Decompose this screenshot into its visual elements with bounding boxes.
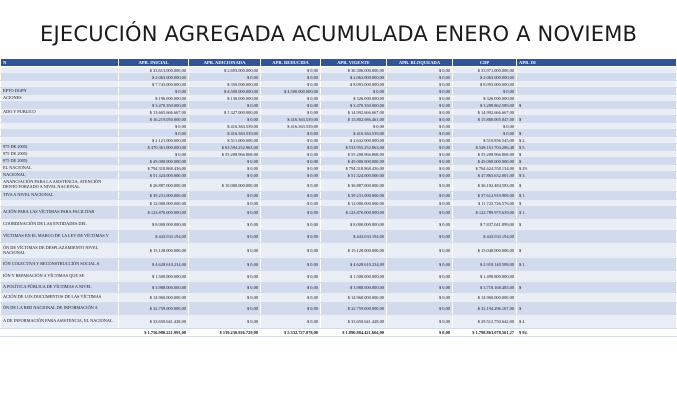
cell-apr-adicionada: $ 416.363.539,00 (189, 123, 261, 130)
cell-apr-adicionada: $ 0,00 (189, 243, 261, 259)
cell-apr-vigente: $ 3.470.350.000,00 (321, 102, 387, 109)
cell-apr-inicial: $ 3.988.000.000,00 (119, 283, 189, 293)
total-apr-adicionada: $ 139.236.926.729,00 (189, 329, 261, 337)
table-header-row (1, 59, 677, 67)
cell-apr-reducida: $ 0,00 (261, 165, 321, 172)
cell-apr-reducida: $ 0,00 (261, 144, 321, 151)
cell-apr-vigente: $ 326.000.000,00 (321, 95, 387, 102)
row-concept: 975 DE 2005) (1, 144, 119, 151)
cell-apr-reducida: $ 0,00 (261, 102, 321, 109)
cell-apr-reducida: $ 0,00 (261, 243, 321, 259)
cell-apr-adicionada: $ 350.000.000,00 (189, 81, 261, 88)
cell-apr-inicial: $ 0,00 (119, 151, 189, 158)
cell-apr-disponible: $ (517, 151, 677, 158)
table-row (1, 130, 677, 137)
cell-apr-vigente: $ 443.033.194,00 (321, 231, 387, 243)
cell-apr-bloqueada: $ 0,00 (387, 192, 453, 200)
cell-apr-bloqueada: $ 0,00 (387, 179, 453, 192)
cell-apr-bloqueada: $ 0,00 (387, 165, 453, 172)
cell-apr-disponible: $ (517, 102, 677, 109)
cell-apr-inicial: $ 32.759.000.000,00 (119, 303, 189, 315)
cell-cdp: $ 29.512.750.642,00 (453, 315, 517, 329)
cell-apr-adicionada: $ 0,00 (189, 259, 261, 271)
cell-apr-inicial: $ 33.613.000.000,00 (119, 67, 189, 74)
cell-apr-adicionada: $ 10.000.000.000,00 (189, 179, 261, 192)
cell-apr-bloqueada: $ 0,00 (387, 123, 453, 130)
row-concept: ACIÓN DE LOS DOCUMENTOS DE LAS VÍCTIMAS (1, 293, 119, 303)
table-row (1, 172, 677, 179)
cell-apr-reducida: $ 416.363.539,00 (261, 116, 321, 123)
cell-apr-reducida: $ 0,00 (261, 283, 321, 293)
cell-cdp: $ 47.863.632.001,00 (453, 172, 517, 179)
cell-apr-inicial: $ 51.324.000.000,00 (119, 172, 189, 179)
cell-apr-bloqueada: $ 0,00 (387, 303, 453, 315)
cell-apr-reducida: $ 0,00 (261, 207, 321, 219)
cell-apr-disponible: $ 3. (517, 172, 677, 179)
cell-apr-vigente: $ 33.650.641.428,00 (321, 315, 387, 329)
header-apr-bloqueada: APR. BLOQUEADA (387, 59, 453, 67)
row-concept (1, 200, 119, 207)
total-cdp: $ 1.798.863.078.561,27 (453, 329, 517, 337)
cell-apr-vigente: $ 533.955.252.863,00 (321, 144, 387, 151)
cell-apr-inicial: $ 16.219.050.000,00 (119, 116, 189, 123)
table-row (1, 200, 677, 207)
cell-cdp: $ 15.048.000.000,00 (453, 243, 517, 259)
cell-cdp: $ 14.960.000.000,00 (453, 293, 517, 303)
cell-apr-bloqueada: $ 0,00 (387, 231, 453, 243)
cell-apr-disponible: $ (517, 130, 677, 137)
cell-apr-adicionada: $ 0,00 (189, 271, 261, 283)
row-concept: ÓN DE VÍCTIMAS DE DESPLAZAMIENTO NIVEL NACIONAL (1, 243, 119, 259)
cell-apr-bloqueada: $ 0,00 (387, 130, 453, 137)
cell-apr-disponible (517, 293, 677, 303)
cell-apr-inicial: $ 14.960.000.000,00 (119, 293, 189, 303)
cell-cdp: $ 528.161.704.286,48 (453, 144, 517, 151)
table-row (1, 207, 677, 219)
cell-apr-vigente: $ 51.324.000.000,00 (321, 172, 387, 179)
cell-apr-disponible: $ 1. (517, 207, 677, 219)
cell-apr-inicial: $ 39.231.000.000,00 (119, 192, 189, 200)
cell-apr-bloqueada: $ 0,00 (387, 243, 453, 259)
table-row (1, 116, 677, 123)
cell-apr-disponible: $ (517, 179, 677, 192)
cell-apr-adicionada: $ 0,00 (189, 116, 261, 123)
cell-apr-bloqueada: $ 0,00 (387, 158, 453, 165)
table-row (1, 144, 677, 151)
cell-apr-adicionada: $ 2.693.000.000,00 (189, 67, 261, 74)
execution-table (0, 58, 677, 337)
row-concept: IÓN COLECTIVA Y RECONSTRUCCIÓN SOCIAL A (1, 259, 119, 271)
cell-apr-reducida: $ 0,00 (261, 158, 321, 165)
cell-apr-vigente: $ 12.000.000.000,00 (321, 200, 387, 207)
row-concept: VÍCTIMAS EN EL MARCO DE LA LEY DE VÍCTIMAS Y (1, 231, 119, 243)
cell-cdp: $ 33.971.000.000,00 (453, 67, 517, 74)
cell-apr-reducida: $ 0,00 (261, 151, 321, 158)
spreadsheet-table-area (0, 58, 560, 420)
cell-apr-inicial: $ 1.500.000.000,00 (119, 271, 189, 283)
cell-apr-inicial: $ 7.743.000.000,00 (119, 81, 189, 88)
table-row (1, 293, 677, 303)
header-apr-disponible: APR. DI (517, 59, 677, 67)
cell-apr-bloqueada: $ 0,00 (387, 293, 453, 303)
row-concept: 975 DE 2005) (1, 158, 119, 165)
row-concept: ACIÓN PARA LAS VÍCTIMAS PARA FACILITAR (1, 207, 119, 219)
cell-cdp: $ 55.208.966.868,00 (453, 151, 517, 158)
cell-cdp: $ 443.033.194,00 (453, 231, 517, 243)
table-row (1, 192, 677, 200)
cell-cdp: $ 0,00 (453, 88, 517, 95)
row-concept (1, 137, 119, 144)
cell-cdp: $ 11.725.726.576,00 (453, 200, 517, 207)
cell-apr-inicial: $ 8.000.000.000,00 (119, 219, 189, 231)
cell-apr-adicionada: $ 1.327.000.000,00 (189, 109, 261, 116)
table-row (1, 243, 677, 259)
cell-apr-vigente: $ 0,00 (321, 88, 387, 95)
total-apr-inicial: $ 1.756.980.221.993,00 (119, 329, 189, 337)
cell-apr-adicionada: $ 0,00 (189, 192, 261, 200)
cell-apr-bloqueada: $ 0,00 (387, 151, 453, 158)
table-row (1, 179, 677, 192)
cell-apr-reducida: $ 0,00 (261, 95, 321, 102)
cell-apr-reducida: $ 0,00 (261, 109, 321, 116)
cell-apr-vigente: $ 36.887.000.000,00 (321, 179, 387, 192)
cell-apr-disponible: $ 2. (517, 137, 677, 144)
cell-apr-bloqueada: $ 0,00 (387, 315, 453, 329)
cell-cdp: $ 0,00 (453, 130, 517, 137)
cell-cdp: $ 8.093.000.000,00 (453, 81, 517, 88)
cell-apr-adicionada: $ 0,00 (189, 102, 261, 109)
cell-cdp: $ 1.498.800.000,00 (453, 271, 517, 283)
cell-apr-bloqueada: $ 0,00 (387, 219, 453, 231)
cell-apr-disponible: $ (517, 303, 677, 315)
row-concept: A POLÍTICA PÚBLICA DE VÍCTIMAS A NIVEL (1, 283, 119, 293)
cell-apr-bloqueada: $ 0,00 (387, 116, 453, 123)
cell-apr-bloqueada: $ 0,00 (387, 283, 453, 293)
row-concept (1, 116, 119, 123)
cell-apr-disponible (517, 95, 677, 102)
cell-apr-vigente: $ 8.000.000.000,00 (321, 219, 387, 231)
cell-apr-vigente: $ 4.628.610.234,00 (321, 259, 387, 271)
cell-apr-adicionada: $ 0,00 (189, 315, 261, 329)
cell-apr-bloqueada: $ 0,00 (387, 109, 453, 116)
header-concept: N (1, 59, 119, 67)
cell-apr-disponible: $ (517, 283, 677, 293)
row-concept: A DE INFORMACIÓN PARA ASISTENCIA, EL NACIONAL (1, 315, 119, 329)
cell-apr-adicionada: $ 4.500.000.000,00 (189, 88, 261, 95)
cell-apr-vigente: $ 45.000.000.000,00 (321, 158, 387, 165)
cell-apr-adicionada: $ 0,00 (189, 293, 261, 303)
cell-apr-disponible: $ (517, 158, 677, 165)
cell-apr-vigente: $ 55.208.966.868,00 (321, 151, 387, 158)
cell-apr-inicial: $ 2.063.000.000,00 (119, 74, 189, 81)
cell-apr-inicial: $ 123.870.000.000,00 (119, 207, 189, 219)
row-concept (1, 130, 119, 137)
table-row (1, 259, 677, 271)
cell-apr-reducida: $ 0,00 (261, 293, 321, 303)
table-row (1, 165, 677, 172)
table-row (1, 283, 677, 293)
table-row (1, 137, 677, 144)
row-concept: IÓN Y REPARACIÓN A VÍCTIMAS QUE SE (1, 271, 119, 283)
total-apr-bloqueada: $ 0,00 (387, 329, 453, 337)
cell-apr-inicial: $ 12.000.000.000,00 (119, 200, 189, 207)
cell-apr-reducida: $ 0,00 (261, 179, 321, 192)
cell-apr-reducida: $ 0,00 (261, 192, 321, 200)
cell-apr-inicial: $ 0,00 (119, 88, 189, 95)
cell-apr-adicionada: $ 0,00 (189, 207, 261, 219)
cell-apr-inicial: $ 470.361.000.000,00 (119, 144, 189, 151)
cell-apr-inicial: $ 26.887.000.000,00 (119, 179, 189, 192)
cell-apr-adicionada: $ 511.000.000,00 (189, 137, 261, 144)
cell-apr-vigente: $ 36.306.000.000,00 (321, 67, 387, 74)
cell-cdp: $ 0,00 (453, 123, 517, 130)
cell-apr-reducida: $ 0,00 (261, 219, 321, 231)
row-concept: NACIONAL (1, 172, 119, 179)
cell-apr-reducida: $ 416.363.539,00 (261, 123, 321, 130)
header-apr-reducida: APR. REDUCIDA (261, 59, 321, 67)
cell-apr-vigente: $ 14.992.666.667,00 (321, 109, 387, 116)
cell-cdp: $ 36.102.484.583,00 (453, 179, 517, 192)
cell-apr-vigente: $ 8.093.000.000,00 (321, 81, 387, 88)
cell-apr-reducida: $ 0,00 (261, 74, 321, 81)
table-row (1, 158, 677, 165)
cell-apr-disponible: $ 29. (517, 165, 677, 172)
cell-cdp: $ 764.624.558.134,00 (453, 165, 517, 172)
header-apr-adicionada: APR. ADICIONADA (189, 59, 261, 67)
table-row (1, 67, 677, 74)
table-row (1, 231, 677, 243)
cell-apr-disponible: $ (517, 219, 677, 231)
cell-apr-inicial: $ 13.665.666.667,00 (119, 109, 189, 116)
cell-apr-disponible (517, 74, 677, 81)
cell-apr-disponible (517, 81, 677, 88)
cell-apr-reducida: $ 0,00 (261, 67, 321, 74)
cell-apr-reducida: $ 0,00 (261, 231, 321, 243)
cell-apr-inicial: $ 0,00 (119, 130, 189, 137)
report-title: EJECUCIÓN AGREGADA ACUMULADA ENERO A NOVIEMB (40, 22, 638, 46)
row-concept: ACIONES (1, 95, 119, 102)
header-apr-inicial: APR. INICIAL (119, 59, 189, 67)
cell-apr-adicionada: $ 0,00 (189, 172, 261, 179)
total-apr-disponible: $ 92. (517, 329, 677, 337)
cell-cdp: $ 14.992.666.667,00 (453, 109, 517, 116)
row-concept: ANANCIACIÓN PARA LA ASISTENCIA, ATENCIÓN DENTO FORZADO A NIVEL NACIONAL (1, 179, 119, 192)
row-concept (1, 123, 119, 130)
cell-apr-vigente: $ 39.231.000.000,00 (321, 192, 387, 200)
cell-apr-disponible: $ (517, 116, 677, 123)
cell-cdp: $ 122.789.975.639,00 (453, 207, 517, 219)
cell-apr-bloqueada: $ 0,00 (387, 137, 453, 144)
row-concept (1, 74, 119, 81)
cell-apr-disponible: $ 5. (517, 144, 677, 151)
cell-apr-reducida: $ 0,00 (261, 303, 321, 315)
cell-apr-inicial: $ 45.000.000.000,00 (119, 158, 189, 165)
cell-apr-disponible: $ 4. (517, 315, 677, 329)
row-concept: 975 DE 2005) (1, 151, 119, 158)
row-concept (1, 67, 119, 74)
cell-apr-bloqueada: $ 0,00 (387, 259, 453, 271)
table-row (1, 74, 677, 81)
cell-apr-disponible: $ 1. (517, 192, 677, 200)
cell-apr-bloqueada: $ 0,00 (387, 172, 453, 179)
cell-cdp: $ 2.063.000.000,00 (453, 74, 517, 81)
table-row (1, 315, 677, 329)
cell-apr-reducida: $ 0,00 (261, 130, 321, 137)
table-row (1, 88, 677, 95)
cell-apr-bloqueada: $ 0,00 (387, 67, 453, 74)
table-row (1, 303, 677, 315)
cell-apr-inicial: $ 15.128.000.000,00 (119, 243, 189, 259)
table-row (1, 151, 677, 158)
cell-cdp: $ 2.918.140.588,00 (453, 259, 517, 271)
cell-apr-vigente: $ 2.632.000.000,00 (321, 137, 387, 144)
cell-apr-vigente: $ 15.802.686.461,00 (321, 116, 387, 123)
table-row (1, 81, 677, 88)
cell-apr-vigente: $ 794.318.868.436,00 (321, 165, 387, 172)
cell-cdp: $ 3.289.862.589,00 (453, 102, 517, 109)
cell-apr-disponible (517, 109, 677, 116)
total-row (1, 329, 677, 337)
cell-apr-bloqueada: $ 0,00 (387, 271, 453, 283)
cell-apr-vigente: $ 0,00 (321, 123, 387, 130)
cell-cdp: $ 45.000.000.000,00 (453, 158, 517, 165)
cell-apr-reducida: $ 0,00 (261, 81, 321, 88)
cell-apr-bloqueada: $ 0,00 (387, 144, 453, 151)
cell-apr-inicial: $ 794.318.868.436,00 (119, 165, 189, 172)
row-concept: TIVA A NIVEL NACIONAL (1, 192, 119, 200)
cell-apr-adicionada: $ 0,00 (189, 74, 261, 81)
cell-apr-inicial: $ 2.121.000.000,00 (119, 137, 189, 144)
table-row (1, 271, 677, 283)
cell-apr-disponible (517, 271, 677, 283)
cell-apr-vigente: $ 123.870.000.000,00 (321, 207, 387, 219)
cell-apr-vigente: $ 32.759.000.000,00 (321, 303, 387, 315)
cell-apr-adicionada: $ 0,00 (189, 219, 261, 231)
cell-apr-adicionada: $ 0,00 (189, 231, 261, 243)
cell-apr-adicionada: $ 0,00 (189, 303, 261, 315)
cell-apr-bloqueada: $ 0,00 (387, 88, 453, 95)
row-concept: ÓN DE LA RED NACIONAL DE INFORMACIÓN A (1, 303, 119, 315)
table-row (1, 109, 677, 116)
table-row (1, 102, 677, 109)
total-apr-vigente: $ 1.890.884.421.604,00 (321, 329, 387, 337)
cell-apr-disponible: $ (517, 200, 677, 207)
cell-apr-inicial: $ 443.033.194,00 (119, 231, 189, 243)
cell-apr-reducida: $ 4.500.000.000,00 (261, 88, 321, 95)
cell-apr-adicionada: $ 0,00 (189, 200, 261, 207)
cell-apr-disponible (517, 123, 677, 130)
cell-apr-inicial: $ 4.628.610.234,00 (119, 259, 189, 271)
cell-apr-reducida: $ 0,00 (261, 172, 321, 179)
row-concept: EL NACIONAL (1, 165, 119, 172)
cell-apr-disponible (517, 67, 677, 74)
cell-cdp: $ 7.837.041.899,00 (453, 219, 517, 231)
cell-apr-inicial: $ 196.000.000,00 (119, 95, 189, 102)
cell-cdp: $ 15.800.005.047,00 (453, 116, 517, 123)
cell-apr-bloqueada: $ 0,00 (387, 200, 453, 207)
cell-apr-vigente: $ 1.500.000.000,00 (321, 271, 387, 283)
cell-apr-disponible (517, 88, 677, 95)
cell-apr-reducida: $ 0,00 (261, 271, 321, 283)
cell-apr-vigente: $ 2.063.000.000,00 (321, 74, 387, 81)
cell-apr-reducida: $ 0,00 (261, 137, 321, 144)
cell-apr-bloqueada: $ 0,00 (387, 207, 453, 219)
header-cdp: CDP (453, 59, 517, 67)
total-apr-reducida: $ 5.332.727.078,00 (261, 329, 321, 337)
row-concept: COORDINACIÓN DE LAS ENTIDADES DEL (1, 219, 119, 231)
cell-apr-bloqueada: $ 0,00 (387, 74, 453, 81)
cell-apr-vigente: $ 416.363.539,00 (321, 130, 387, 137)
cell-apr-adicionada: $ 0,00 (189, 165, 261, 172)
cell-cdp: $ 3.718.168.485,00 (453, 283, 517, 293)
cell-apr-adicionada: $ 63.594.252.863,00 (189, 144, 261, 151)
cell-apr-adicionada: $ 0,00 (189, 283, 261, 293)
row-concept (1, 102, 119, 109)
cell-apr-vigente: $ 3.988.000.000,00 (321, 283, 387, 293)
row-concept: ADO Y PUBLICO (1, 109, 119, 116)
cell-apr-disponible (517, 231, 677, 243)
header-apr-vigente: APR. VIGENTE (321, 59, 387, 67)
cell-apr-disponible: $ 1. (517, 259, 677, 271)
cell-apr-bloqueada: $ 0,00 (387, 95, 453, 102)
table-row (1, 95, 677, 102)
cell-apr-bloqueada: $ 0,00 (387, 102, 453, 109)
cell-apr-adicionada: $ 55.208.966.868,00 (189, 151, 261, 158)
cell-cdp: $ 37.612.919.909,00 (453, 192, 517, 200)
cell-apr-inicial: $ 33.650.641.428,00 (119, 315, 189, 329)
cell-apr-reducida: $ 0,00 (261, 200, 321, 207)
row-concept (1, 81, 119, 88)
cell-apr-adicionada: $ 130.000.000,00 (189, 95, 261, 102)
cell-apr-inicial: $ 0,00 (119, 123, 189, 130)
cell-cdp: $ 326.000.000,00 (453, 95, 517, 102)
cell-apr-inicial: $ 3.470.350.000,00 (119, 102, 189, 109)
row-concept: EPTO DGPN (1, 88, 119, 95)
cell-apr-disponible: $ (517, 243, 677, 259)
cell-apr-reducida: $ 0,00 (261, 315, 321, 329)
table-row (1, 219, 677, 231)
cell-cdp: $ 32.194.296.167,00 (453, 303, 517, 315)
table-row (1, 123, 677, 130)
cell-apr-bloqueada: $ 0,00 (387, 81, 453, 88)
total-label (1, 329, 119, 337)
cell-apr-adicionada: $ 416.363.539,00 (189, 130, 261, 137)
cell-apr-vigente: $ 15.128.000.000,00 (321, 243, 387, 259)
cell-cdp: $ 510.856.545,00 (453, 137, 517, 144)
cell-apr-reducida: $ 0,00 (261, 259, 321, 271)
cell-apr-vigente: $ 14.960.000.000,00 (321, 293, 387, 303)
cell-apr-adicionada: $ 0,00 (189, 158, 261, 165)
